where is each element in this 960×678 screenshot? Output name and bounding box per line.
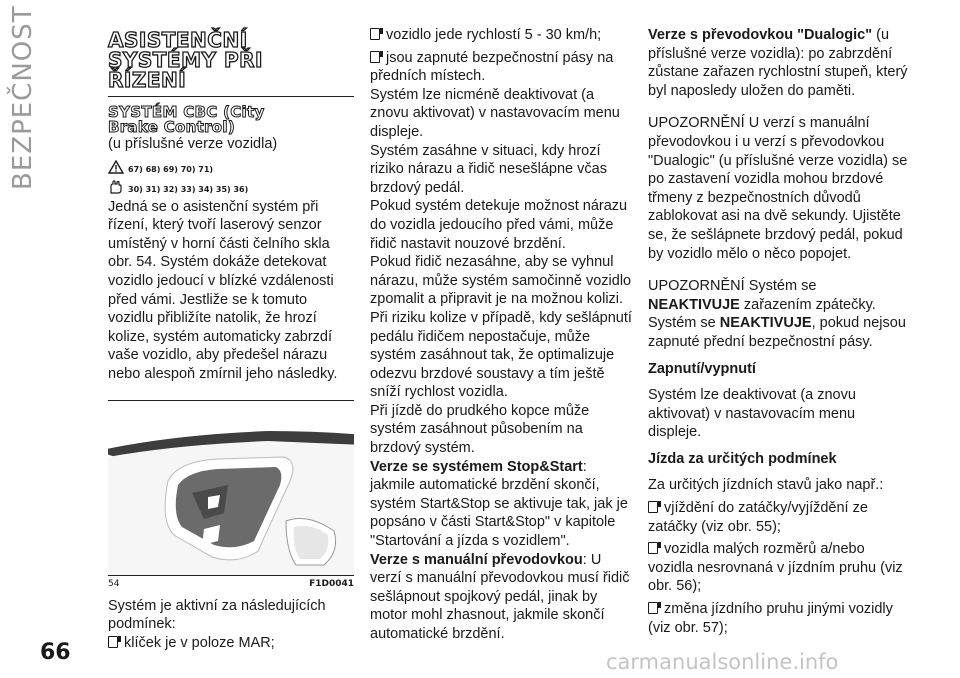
bullet-icon <box>648 602 658 614</box>
paragraph-dualogic: Verze s převodovkou "Dualogic" (u příslušné verze vozidla): po zabrzdění zůstane zařazen rychlostní stupeň, který byl naposledy uložen do paměti. <box>648 27 908 99</box>
warning-refs-row <box>108 160 354 174</box>
paragraph-intervene: Systém zasáhne v situaci, kdy hrozí riziko nárazu a řidič nesešlápne včas brzdový pedál. <box>370 142 607 196</box>
subsection-title: SYSTÉM CBC (City Brake Control) <box>108 103 265 136</box>
column-1 <box>108 26 354 652</box>
bullet-small-vehicles: vozidla malých rozměrů a/nebo vozidla nesrovnaná v jízdním pruhu (viz obr. 56); <box>648 541 903 595</box>
bullet-lane-change: změna jízdního pruhu jinými vozidly (viz obr. 57); <box>648 601 893 636</box>
paragraph-on-off: Systém lze deaktivovat (a znovu aktivovat) v nastavovacím menu displeje. <box>648 387 856 441</box>
warning-triangle-icon <box>108 160 124 174</box>
paragraph-manual: Verze s manuální převodovkou: U verzí s manuální převodovkou musí řidič sešlápnout spojkový pedál, jinak by motor mohl zhasnout, jakmile skončí automatické brzdění. <box>370 551 630 642</box>
bullet-icon <box>648 501 658 513</box>
bullet-icon <box>370 28 380 40</box>
paragraph-deactivate: Systém lze nicméně deaktivovat (a znovu aktivovat) v nastavovacím menu displeje. <box>370 86 620 140</box>
figure-caption <box>108 579 354 589</box>
bullet-icon <box>108 636 118 648</box>
paragraph-optimize: Při riziku kolize v případě, kdy sešlápnutí pedálu řidičem nepostačuje, může systém zasáhnout tak, že optimalizuje odezvu brzdové soustavy a tím ještě sníží rychlost vozidla. <box>370 309 632 401</box>
figure-windshield-sensor <box>108 400 354 576</box>
warning-reverse: UPOZORNĚNÍ Systém se NEAKTIVUJE zařazením zpátečky. Systém se NEAKTIVUJE, pokud nejsou zapnuté přední bezpečnostní pásy. <box>648 278 906 350</box>
bullet-key-position: klíček je v poloze MAR; <box>108 634 354 653</box>
caution-refs: 30) 31) 32) 33) 34) 35) 36) <box>128 184 249 194</box>
paragraph-start-stop: Verze se systémem Stop&Start: jakmile automatické brzdění skončí, systém Start&Stop se aktivuje tak, jak je popsáno v části Start&Stop" v kapitole "Startování a jízda s vozidlem". <box>370 458 628 550</box>
section-side-label: BEZPEČNOST <box>8 5 38 190</box>
paragraph-driving-conditions: Za určitých jízdních stavů jako např.: <box>648 477 884 494</box>
column-2 <box>370 26 632 644</box>
bullet-speed: vozidlo jede rychlostí 5 - 30 km/h; <box>370 26 632 45</box>
page-number: 66 <box>40 640 71 665</box>
paragraph-emergency: Pokud systém detekuje možnost nárazu do vozidla jedoucího před vámi, může řidič nastavit nouzové brzdění. <box>370 198 628 252</box>
column-3 <box>648 26 910 637</box>
paragraph-hill: Při jízdě do prudkého kopce může systém zasáhnout působením na brzdový systém. <box>370 402 590 457</box>
watermark: carmanualsonline.info <box>606 650 839 674</box>
figure-number: 54 <box>108 578 120 589</box>
active-conditions-intro: Systém je aktivní za následujících podmínek: <box>108 597 326 633</box>
caution-refs-row <box>108 180 354 194</box>
bullet-icon <box>648 542 658 554</box>
warning-refs: 67) 68) 69) 70) 71) <box>128 164 214 174</box>
bullet-curves: vjíždění do zatáčky/vyjíždění ze zatáčky (viz obr. 55); <box>648 500 868 535</box>
paragraph-slowdown: Pokud řidič nezasáhne, aby se vyhnul nárazu, může systém samočinně vozidlo zpomalit a připravit je na možnou kolizi. <box>370 254 632 308</box>
heading-driving-conditions: Jízda za určitých podmínek <box>648 450 837 467</box>
figure-code: F1D0041 <box>309 578 354 589</box>
variant-note: (u příslušné verze vozidla) <box>108 136 278 152</box>
bullet-icon <box>370 51 380 63</box>
heading-on-off: Zapnutí/vypnutí <box>648 360 756 377</box>
section-title: ASISTENČNÍ SYSTÉMY PŘI ŘÍZENÍ <box>108 30 354 97</box>
windshield-sensor-illustration <box>108 401 354 576</box>
intro-paragraph: Jedná se o asistenční systém při řízení, který tvoří laserový senzor umístěný v horní části čelního skla obr. 54. Systém dokáže detekovat vozidlo jedoucí v blízké vzdálenosti před vámi. Jestliže se k tomuto vozidlu přibližíte natolik, že hrozí kolize, systém automaticky zabrzdí vaše vozidlo, aby předešel nárazu nebo alespoň zmírnil jeho následky. <box>108 198 338 382</box>
bullet-belts: jsou zapnuté bezpečnostní pásy na předních místech. <box>370 49 614 85</box>
warning-calipers: UPOZORNĚNÍ U verzí s manuální převodovkou i u verzí s převodovkou "Dualogic" (u příslušné verze vozidla) se po zastavení vozidla mohou brzdové třmeny z bezpečnostních důvodů zablokovat asi na dvě sekundy. Ujistěte se, že sešlápnete brzdový pedál, pokud by vozidlo mělo o něco popojet. <box>648 115 908 262</box>
caution-hand-icon <box>108 180 124 194</box>
